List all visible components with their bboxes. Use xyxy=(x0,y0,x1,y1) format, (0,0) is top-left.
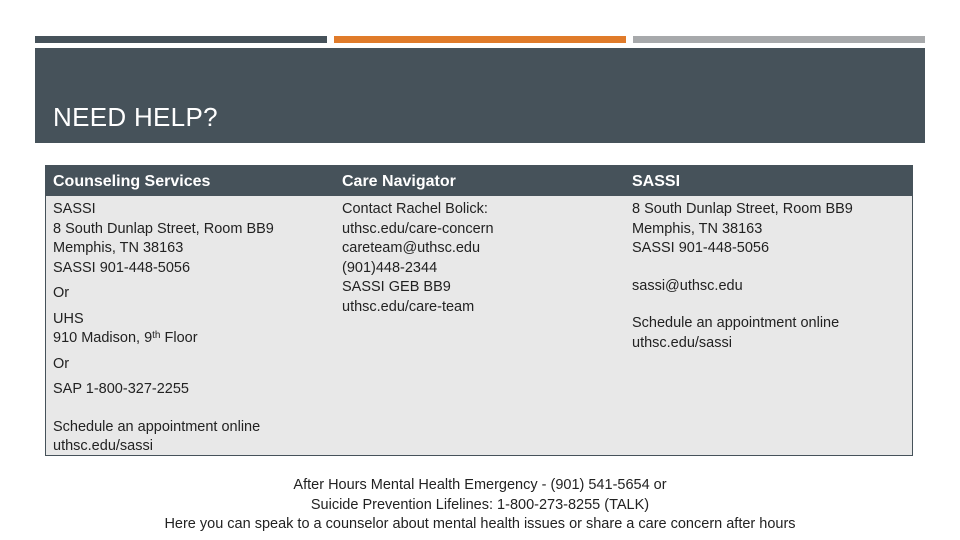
header-counseling-services: Counseling Services xyxy=(53,173,211,190)
or-separator: Or xyxy=(53,355,70,372)
schedule-link[interactable]: uthsc.edu/sassi xyxy=(53,438,153,454)
counseling-name: SASSI xyxy=(53,201,96,217)
sap-phone: SAP 1-800-327-2255 xyxy=(53,381,189,397)
care-concern-link[interactable]: uthsc.edu/care-concern xyxy=(342,220,494,237)
table-header-row xyxy=(46,166,912,196)
footer-lifeline: Suicide Prevention Lifelines: 1-800-273-8255 (TALK) xyxy=(310,496,650,513)
accent-bar-gray xyxy=(633,36,925,43)
counseling-street: 8 South Dunlap Street, Room BB9 xyxy=(53,220,274,237)
sassi-phone: SASSI 901-448-5056 xyxy=(632,240,770,256)
care-team-link[interactable]: uthsc.edu/care-team xyxy=(342,298,475,315)
counseling-city: Memphis, TN 38163 xyxy=(53,240,184,256)
counseling-phone: SASSI 901-448-5056 xyxy=(53,259,191,276)
sassi-schedule-text: Schedule an appointment online xyxy=(632,315,840,331)
uhs-address: 910 Madison, 9th Floor xyxy=(53,330,198,346)
resources-table xyxy=(45,165,913,456)
counseling-services-cell xyxy=(53,200,274,457)
sassi-schedule-link[interactable]: uthsc.edu/sassi xyxy=(632,334,732,351)
accent-bar-dark xyxy=(35,36,327,43)
after-hours-footer xyxy=(0,476,960,535)
or-separator: Or xyxy=(53,285,70,301)
page-title: NEED HELP? xyxy=(53,102,218,132)
title-banner xyxy=(35,48,925,143)
care-navigator-cell xyxy=(342,200,494,317)
footer-emergency: After Hours Mental Health Emergency - (901) 541-5654 or xyxy=(293,477,667,493)
uhs-name: UHS xyxy=(53,310,84,327)
sassi-street: 8 South Dunlap Street, Room BB9 xyxy=(632,201,853,217)
footer-note: Here you can speak to a counselor about mental health issues or share a care concern after hours xyxy=(164,516,796,532)
care-location: SASSI GEB BB9 xyxy=(342,279,451,295)
sassi-cell xyxy=(632,200,853,353)
schedule-text: Schedule an appointment online xyxy=(53,418,261,435)
care-contact: Contact Rachel Bolick: xyxy=(342,201,488,217)
header-care-navigator: Care Navigator xyxy=(342,173,456,190)
header-sassi: SASSI xyxy=(632,173,681,190)
sassi-email[interactable]: sassi@uthsc.edu xyxy=(632,277,743,294)
care-email[interactable]: careteam@uthsc.edu xyxy=(342,240,481,256)
accent-bar-orange xyxy=(334,36,626,43)
sassi-city: Memphis, TN 38163 xyxy=(632,220,763,237)
care-phone: (901)448-2344 xyxy=(342,259,438,276)
